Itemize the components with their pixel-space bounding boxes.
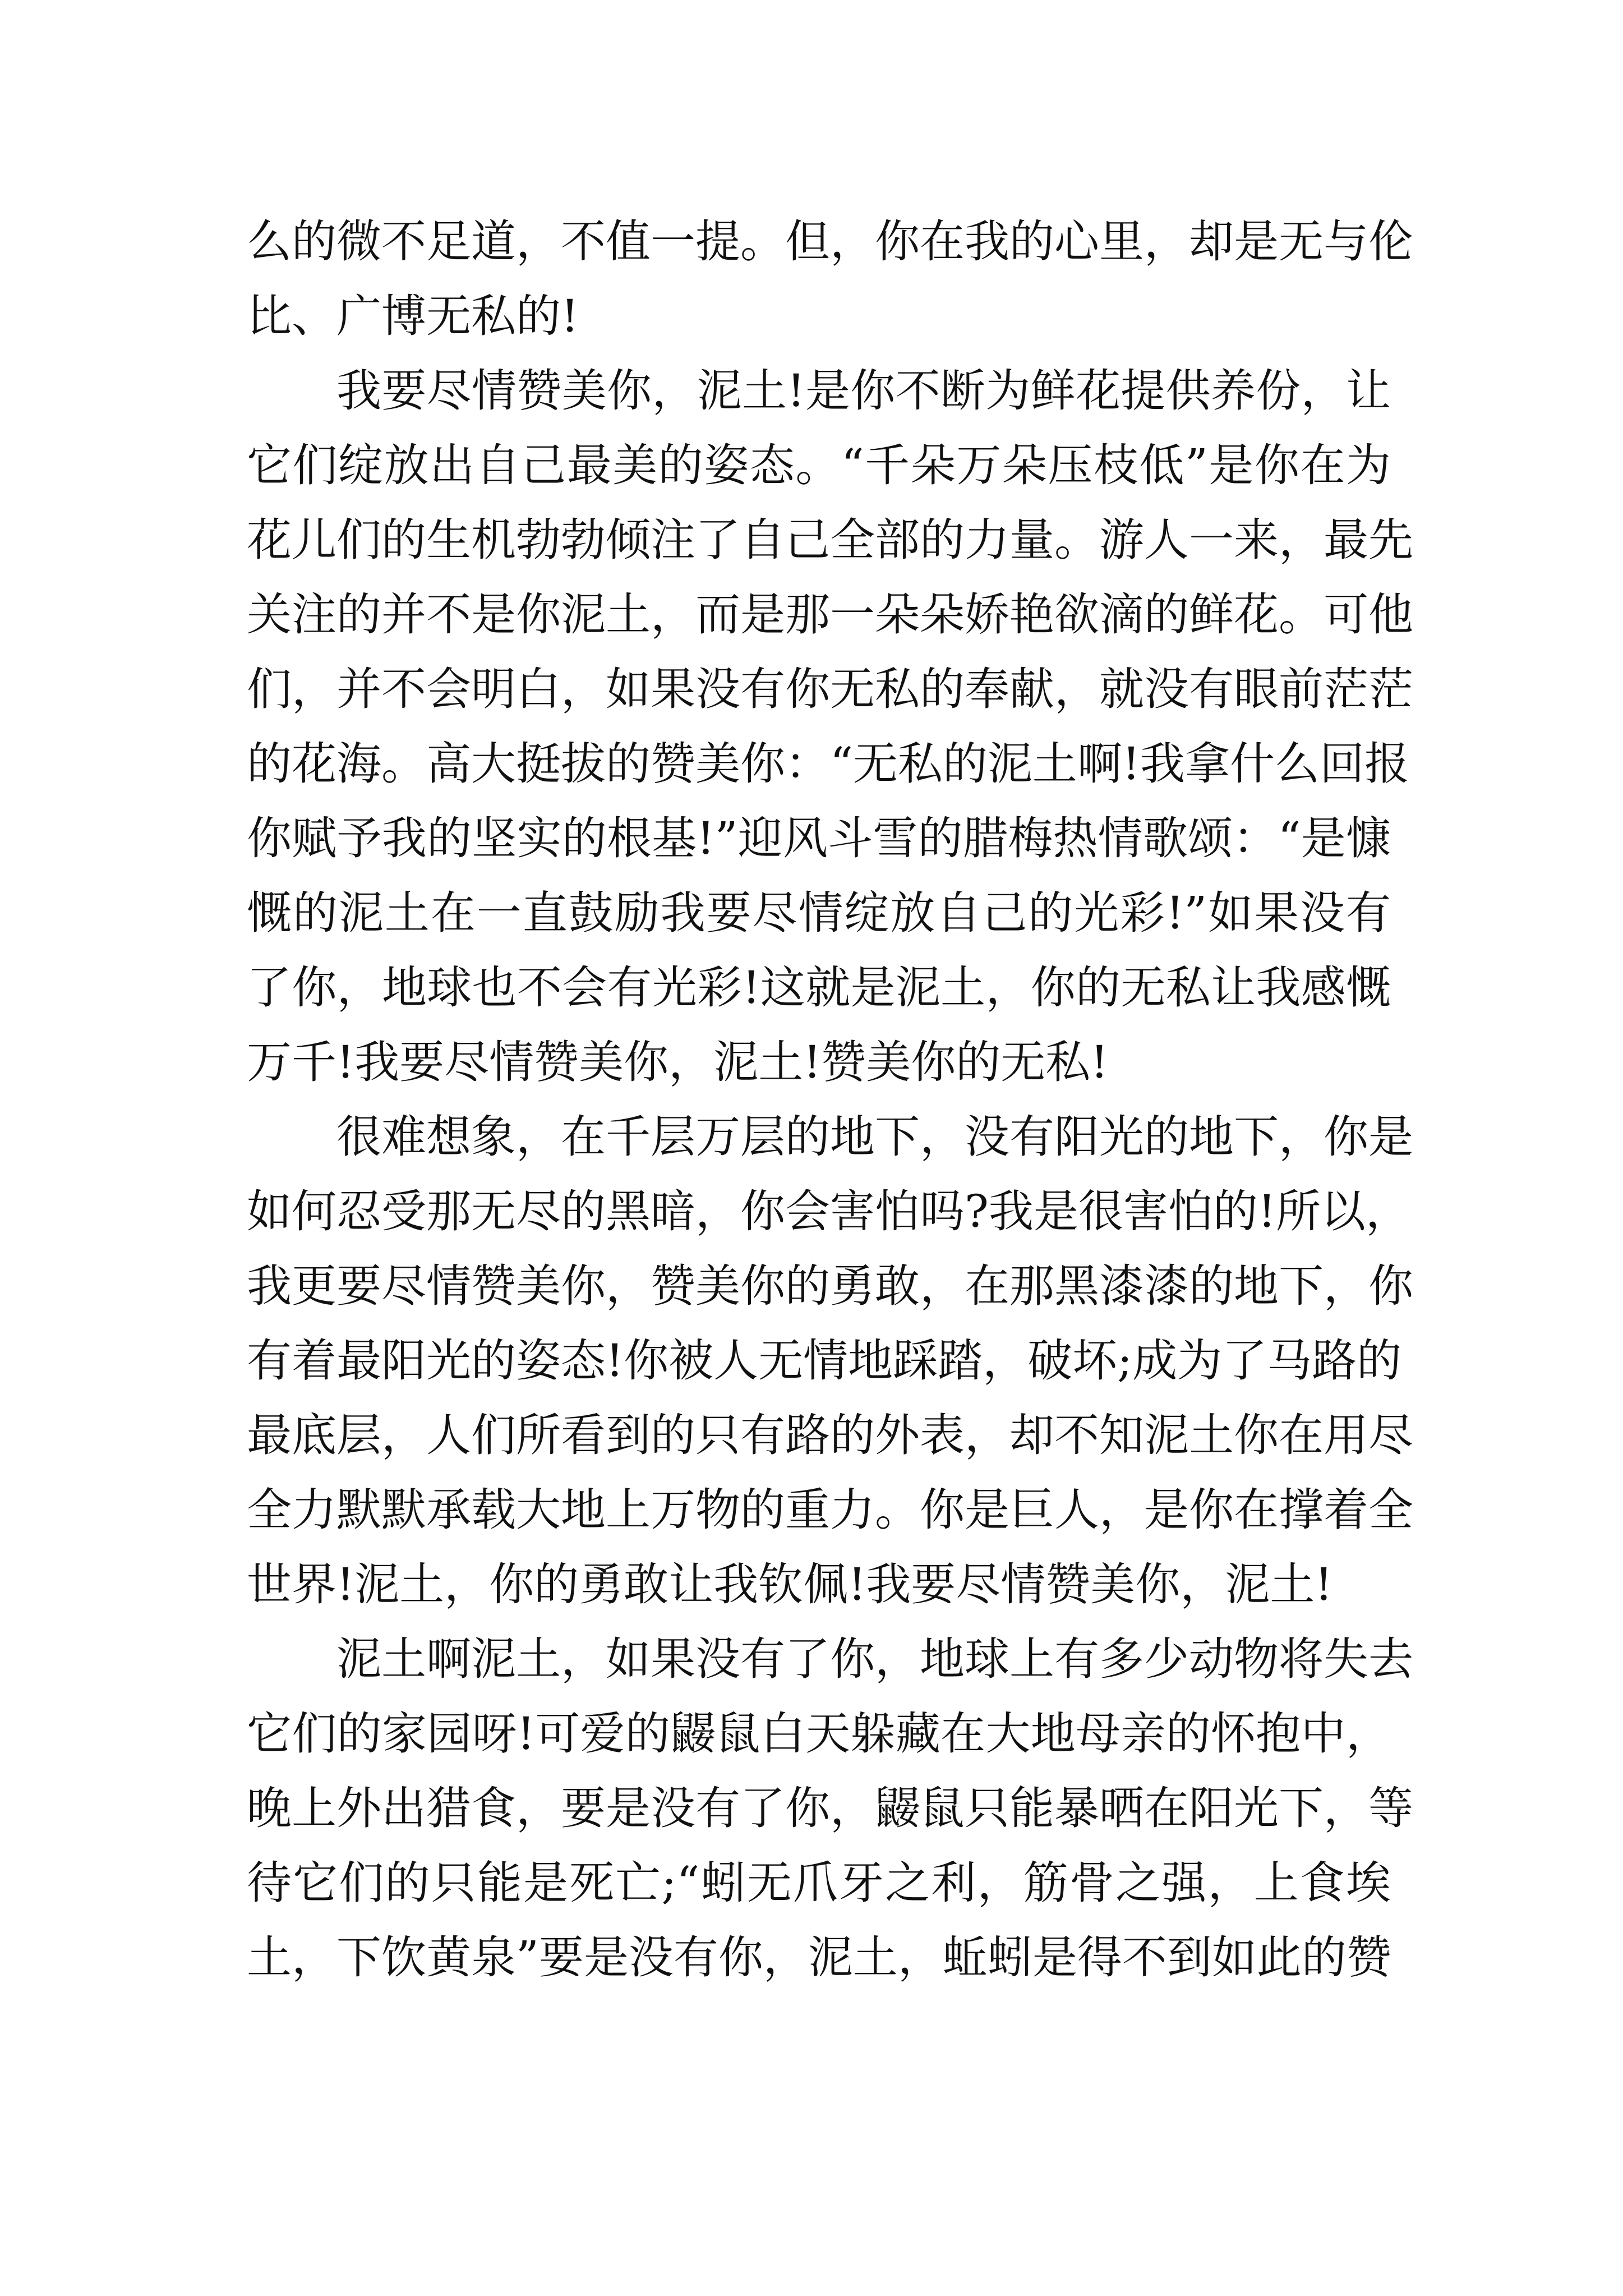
text-line: 花儿们的生机勃勃倾注了自己全部的力量。游人一来，最先 [247, 514, 1413, 566]
text-line: 最底层，人们所看到的只有路的外表，却不知泥土你在用尽 [247, 1409, 1413, 1461]
text-line: 世界!泥土，你的勇敢让我钦佩!我要尽情赞美你，泥土! [247, 1558, 1333, 1611]
text-line: 全力默默承载大地上万物的重力。你是巨人，是你在撑着全 [247, 1484, 1413, 1536]
text-line: 慨的泥土在一直鼓励我要尽情绽放自己的光彩!”如果没有 [247, 887, 1391, 939]
body-text [247, 204, 1413, 1995]
text-line: 如何忍受那无尽的黑暗，你会害怕吗?我是很害怕的!所以， [247, 1185, 1411, 1237]
paragraph-first-line: 泥土啊泥土，如果没有了你，地球上有多少动物将失去 [336, 1633, 1413, 1685]
paragraph-first-line: 我要尽情赞美你，泥土!是你不断为鲜花提供养份，让 [336, 365, 1391, 417]
text-line: 你赋予我的坚实的根基!”迎风斗雪的腊梅热情歌颂：“是慷 [247, 812, 1391, 864]
text-line: 了你，地球也不会有光彩!这就是泥土，你的无私让我感慨 [247, 961, 1391, 1014]
text-line: 关注的并不是你泥土，而是那一朵朵娇艳欲滴的鲜花。可他 [247, 588, 1413, 641]
text-line: 么的微不足道，不值一提。但，你在我的心里，却是无与伦 [247, 215, 1413, 268]
text-line: 比、广博无私的! [247, 290, 579, 342]
text-line: 它们的家园呀!可爱的鼹鼠白天躲藏在大地母亲的怀抱中， [247, 1708, 1391, 1760]
text-line: 土，下饮黄泉”要是没有你，泥土，蚯蚓是得不到如此的赞 [247, 1931, 1391, 1984]
text-line: 万千!我要尽情赞美你，泥土!赞美你的无私! [247, 1036, 1109, 1088]
text-line: 的花海。高大挺拔的赞美你：“无私的泥土啊!我拿什么回报 [247, 738, 1410, 790]
text-line: 它们绽放出自己最美的姿态。“千朵万朵压枝低”是你在为 [247, 439, 1391, 491]
text-line: 待它们的只能是死亡;“蚓无爪牙之利，筋骨之强，上食埃 [247, 1857, 1391, 1909]
text-line: 晚上外出猎食，要是没有了你，鼹鼠只能暴晒在阳光下，等 [247, 1782, 1413, 1834]
paragraph-first-line: 很难想象，在千层万层的地下，没有阳光的地下，你是 [336, 1111, 1413, 1163]
text-line: 有着最阳光的姿态!你被人无情地踩踏，破坏;成为了马路的 [247, 1335, 1402, 1387]
text-line: 我更要尽情赞美你，赞美你的勇敢，在那黑漆漆的地下，你 [247, 1260, 1413, 1312]
text-line: 们，并不会明白，如果没有你无私的奉献，就没有眼前茫茫 [247, 663, 1413, 715]
